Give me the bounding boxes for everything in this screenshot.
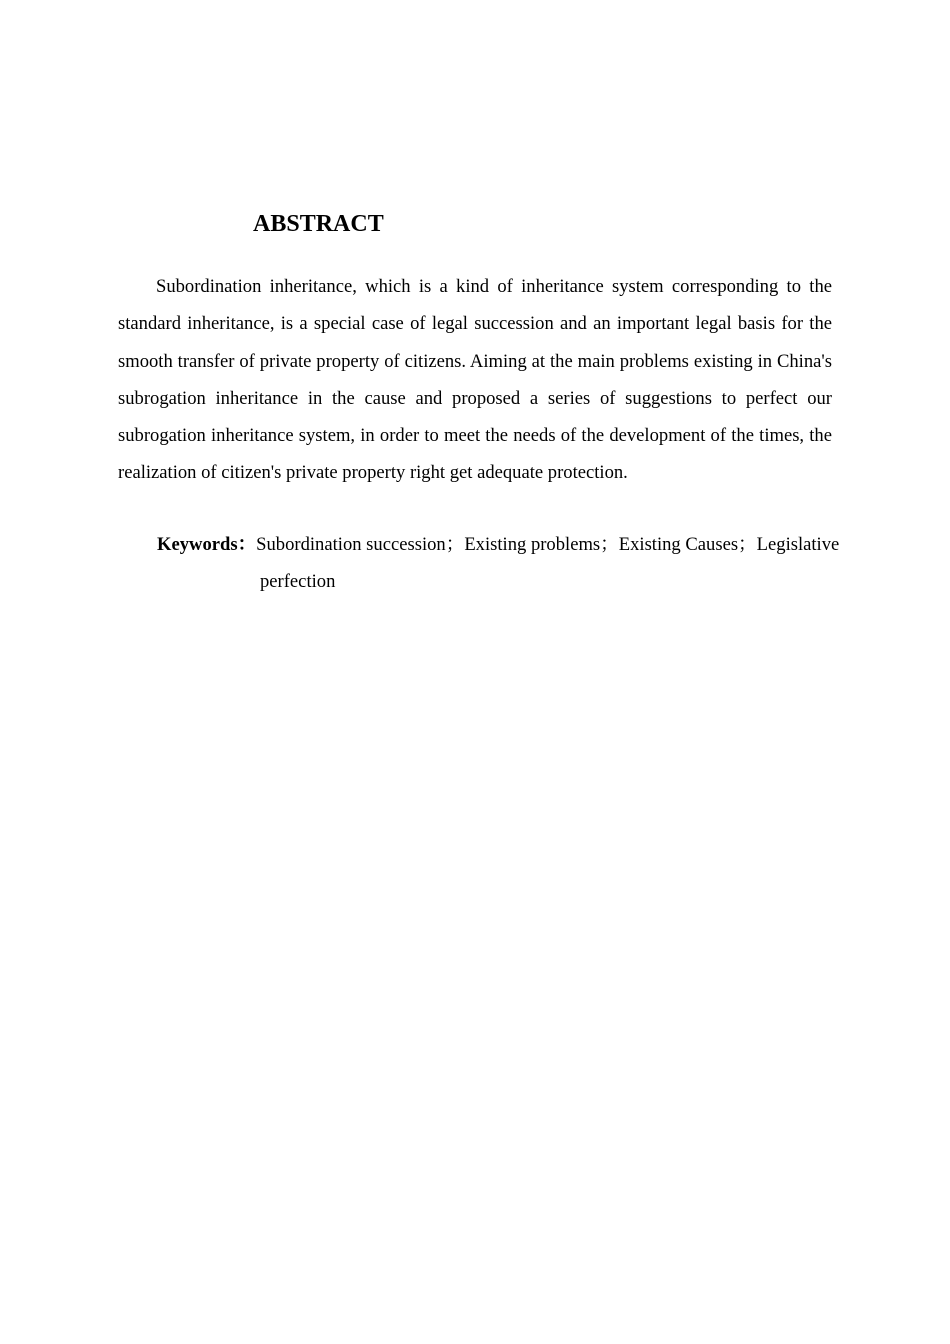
abstract-title: ABSTRACT — [253, 211, 384, 237]
keyword-item: perfection — [260, 571, 336, 593]
keywords-lead — [157, 526, 464, 563]
keywords-section — [157, 526, 840, 601]
keyword-item: Existing problems； — [464, 534, 619, 555]
keywords-continuation — [157, 563, 833, 600]
abstract-body: Subordination inheritance, which is a kind of inheritance system corresponding to the standard inheritance, is a special case of legal succession and an important legal basis for the smooth transfer of private property of citizens. Aiming at the main problems existing in China's subrogation inheritance in the cause and proposed a series of suggestions to perfect our subrogation inheritance system, in order to meet the needs of the development of the times, the realization of citizen's private property right get adequate protection. — [118, 276, 832, 484]
keyword-item: Legislative — [756, 534, 840, 555]
keywords-line — [157, 526, 840, 563]
keywords-label: Keywords： — [157, 534, 257, 555]
keyword-item: Subordination succession； — [256, 534, 465, 555]
keyword-item: Existing Causes； — [618, 534, 757, 555]
